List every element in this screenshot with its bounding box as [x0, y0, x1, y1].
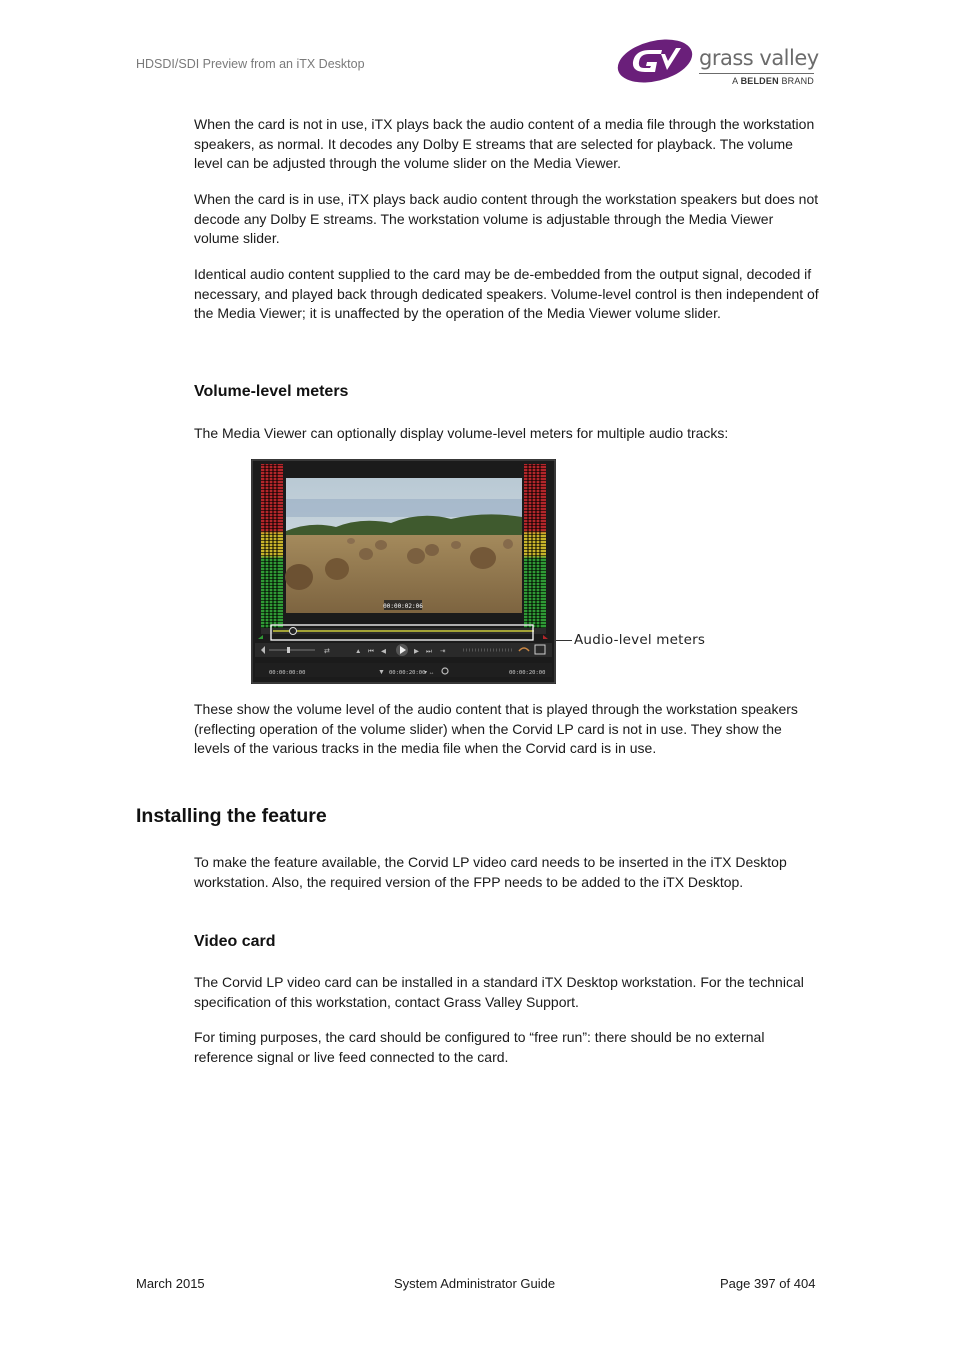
- grass-valley-logo: [615, 36, 820, 92]
- footer-page-number: Page 397 of 404: [720, 1276, 816, 1291]
- heading-installing-the-feature: Installing the feature: [136, 805, 327, 827]
- paragraph-video-card-install: The Corvid LP video card can be installed in a standard iTX Desktop workstation. For the technical specification of this workstation, contact Grass Valley Support.: [194, 974, 804, 1010]
- marker-icon[interactable]: ▼: [378, 669, 385, 676]
- video-frame: [285, 478, 522, 613]
- playhead-handle[interactable]: [290, 628, 297, 635]
- callout-audio-level-meters: Audio-level meters: [574, 632, 706, 648]
- logo-brand-line: A BELDEN BRAND: [732, 76, 814, 86]
- callout-leader-line: [556, 640, 572, 641]
- paragraph-card-in-use: When the card is in use, iTX plays back audio content through the workstation speakers but does not decode any Dolby E streams. The workstation volume is adjustable through the Media Viewer volume slider.: [194, 191, 819, 247]
- paragraph-meters-explanation: These show the volume level of the audio content that is played through the workstation speakers (reflecting operation of the volume slider) when the Corvid LP card is not in use. They show the levels of the various tracks in the media file when the Corvid card is in use.: [194, 701, 798, 757]
- duration-icon: ▾ ↔: [424, 670, 435, 676]
- left-audio-meters: [261, 464, 283, 630]
- step-back-icon[interactable]: ◀: [381, 648, 386, 655]
- media-viewer-screenshot: [251, 459, 556, 684]
- media-viewer-figure: [251, 459, 556, 684]
- logo-wordmark: grass valley: [699, 46, 819, 70]
- time-end: 00:00:20:00: [509, 670, 546, 676]
- eject-icon[interactable]: ▲: [355, 648, 362, 655]
- skip-start-icon[interactable]: ⏮: [368, 648, 374, 655]
- time-start: 00:00:00:00: [269, 670, 306, 676]
- step-forward-icon[interactable]: ▶: [414, 648, 419, 655]
- footer-date: March 2015: [136, 1276, 205, 1291]
- heading-video-card: Video card: [194, 933, 276, 950]
- paragraph-meters-intro: The Media Viewer can optionally display volume-level meters for multiple audio tracks:: [194, 425, 729, 441]
- paragraph-install-intro: To make the feature available, the Corvid LP video card needs to be inserted in the iTX Desktop workstation. Also, the required version of the FPP needs to be added to the iTX Desktop.: [194, 854, 787, 890]
- timecode-bar: [255, 663, 552, 677]
- heading-volume-level-meters: Volume-level meters: [194, 383, 349, 400]
- gv-mark-icon: [615, 36, 699, 86]
- volume-slider-handle[interactable]: [287, 647, 290, 653]
- time-mid: 00:00:20:00: [389, 670, 426, 676]
- right-audio-meters: [524, 464, 546, 630]
- mark-out-icon[interactable]: ⇥: [440, 648, 446, 655]
- skip-end-icon[interactable]: ⏭: [426, 648, 432, 655]
- loop-icon[interactable]: ⇄: [324, 648, 330, 655]
- running-header: HDSDI/SDI Preview from an iTX Desktop: [136, 57, 365, 71]
- footer-guide-title: System Administrator Guide: [394, 1276, 556, 1291]
- paragraph-card-not-in-use: When the card is not in use, iTX plays back the audio content of a media file through the workstation speakers, as normal. It decodes any Dolby E streams that are selected for playback. The volume level can be adjusted through the volume slider on the Media Viewer.: [194, 116, 815, 172]
- transport-bar: [255, 643, 552, 657]
- paragraph-free-run: For timing purposes, the card should be configured to “free run”: there should be no external reference signal or live feed connected to the card.: [194, 1029, 765, 1065]
- logo-rule: [699, 73, 814, 74]
- paragraph-identical-audio: Identical audio content supplied to the card may be de-embedded from the output signal, decoded if necessary, and played back through dedicated speakers. Volume-level control is then independent of the Media Viewer; it is unaffected by the operation of the Media Viewer volume slider.: [194, 266, 819, 322]
- timecode-overlay: 00:00:02:06: [383, 603, 423, 610]
